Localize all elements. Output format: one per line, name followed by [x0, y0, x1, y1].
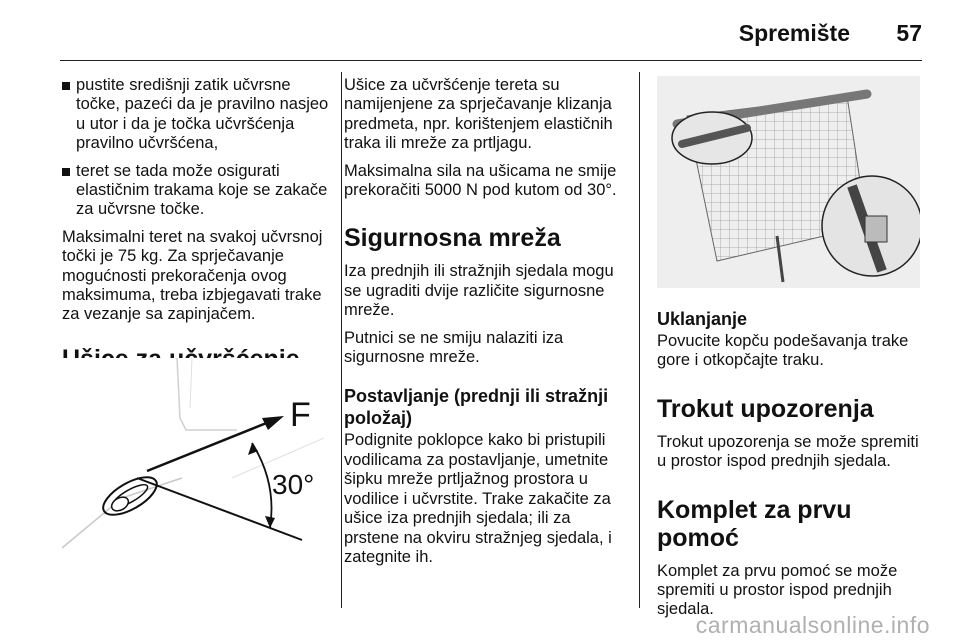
anchor-illustration	[62, 358, 324, 568]
section-heading: Sigurnosna mreža	[344, 224, 561, 253]
paragraph: Maksimalni teret na svakoj učvrsnoj točki je 75 kg. Za sprječavanje mogućnosti prekoračenja ovog maksimuma, treba izbjegavati trake za vezanje sa zapinjačem.	[62, 227, 323, 324]
column-divider-2	[639, 72, 640, 608]
paragraph: Podignite poklopce kako bi pristupili vodilicama za postavljanje, umetnite šipku mreže prtljažnog prostora u vodilice i učvrstite. Trake zakačite za ušice iza prednjih sjedala; ili za prstene na okviru stražnjeg sjedala, i zategnite ih.	[344, 431, 612, 566]
paragraph: Komplet za prvu pomoć se može spremiti u prostor ispod prednjih sjedala.	[657, 561, 898, 619]
page-title: Spremište	[738, 20, 850, 46]
section-heading: Trokut upozorenja	[657, 394, 874, 423]
bullet-item: teret se tada može osigurati elastičnim trakama koje se zakače za učvrsne točke.	[62, 162, 334, 220]
angle-arc	[252, 443, 272, 528]
force-vector	[147, 420, 274, 471]
paragraph: Ušice za učvršćenje tereta su namijenjene za sprječavanje klizanja predmeta, npr. korištenjem elastičnih traka ili mreže za prtljagu.	[344, 76, 613, 153]
subsection-heading: Uklanjanje	[657, 309, 748, 329]
bullet-item: pustite središnji zatik učvrsne točke, pazeći da je pravilno nasjeo u utor i da je točka učvršćenja pravilno učvršćena,	[62, 76, 334, 154]
paragraph: Putnici se ne smiju nalaziti iza sigurnosne mreže.	[344, 328, 564, 367]
section-heading: Komplet za prvu pomoć	[657, 495, 852, 552]
safety-net-illustration	[657, 76, 920, 288]
page-number: 57	[896, 20, 922, 46]
anchor-figure	[62, 358, 324, 568]
paragraph: Iza prednjih ili stražnjih sjedala mogu se ugraditi dvije različite sigurnosne mreže.	[344, 262, 614, 320]
force-label: F	[290, 396, 311, 434]
paragraph: Povucite kopču podešavanja trake gore i otkopčajte traku.	[657, 332, 909, 370]
angle-label: 30°	[272, 469, 315, 500]
right-column	[657, 308, 929, 628]
header-divider	[60, 60, 922, 61]
force-arrowhead	[262, 416, 284, 430]
subsection-heading: Postavljanje (prednji ili stražnji položaj)	[344, 386, 609, 429]
watermark: carmanualsonline.info	[695, 612, 930, 638]
column-divider-1	[341, 72, 342, 608]
paragraph: Trokut upozorenja se može spremiti u prostor ispod prednjih sjedala.	[657, 432, 919, 471]
middle-column	[344, 76, 626, 575]
safety-net-figure	[657, 76, 920, 288]
paragraph: Maksimalna sila na ušicama ne smije prekoračiti 5000 N pod kutom od 30°.	[344, 161, 617, 200]
